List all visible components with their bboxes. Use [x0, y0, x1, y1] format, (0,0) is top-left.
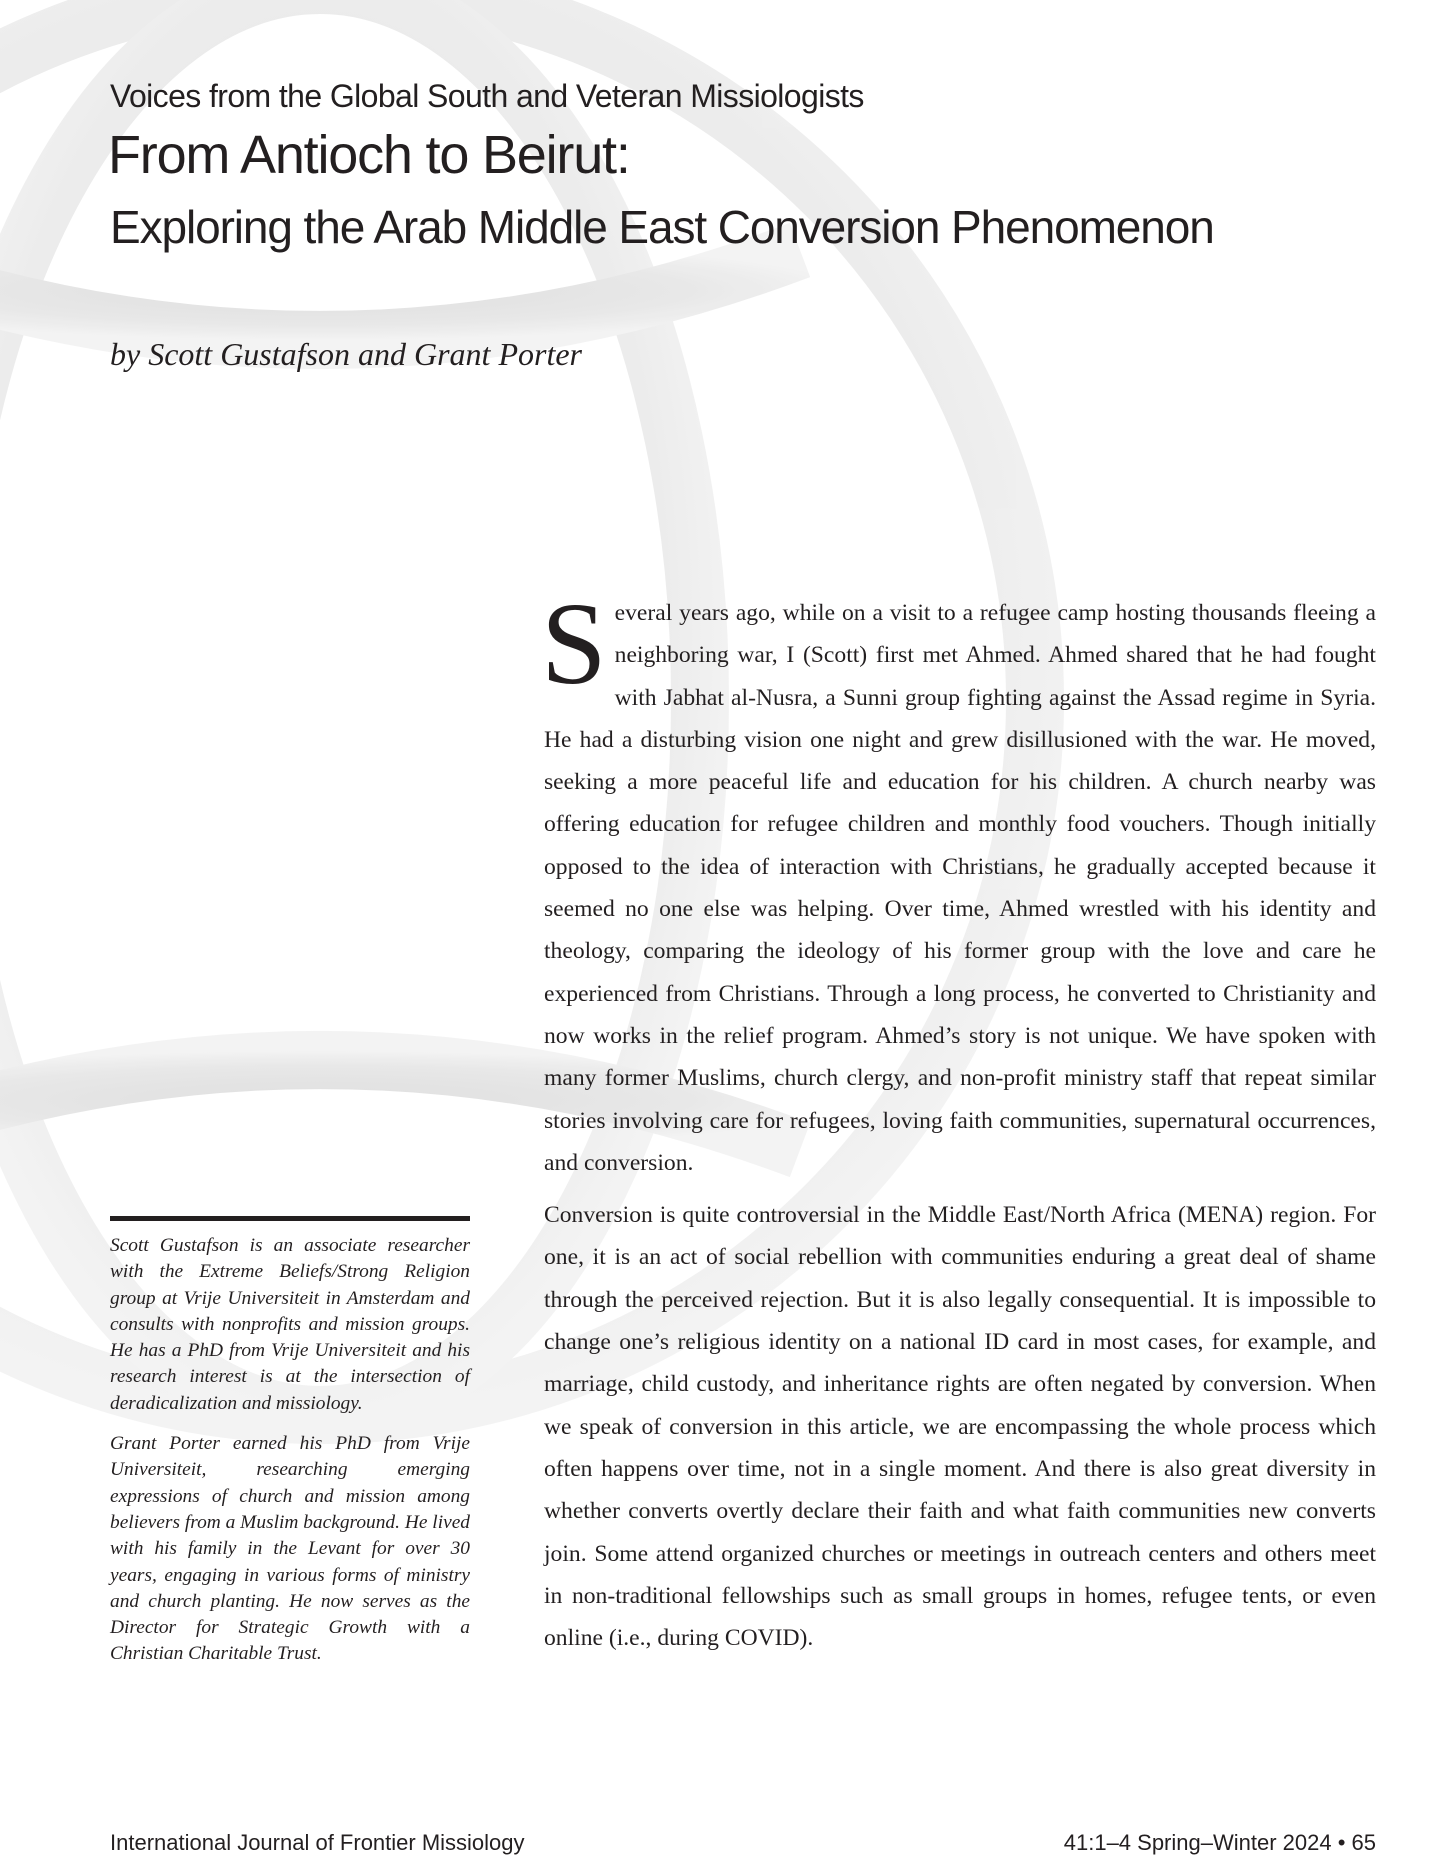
- byline: by Scott Gustafson and Grant Porter: [110, 336, 582, 372]
- bio-divider: [110, 1216, 470, 1221]
- article-body: [541, 578, 1376, 1659]
- author-bios: [110, 1233, 470, 1668]
- body-paragraph-1-text: everal years ago, while on a visit to a refugee camp hosting thousands fleeing a neighboring war, I (Scott) first met Ahmed. Ahmed shared that he had fought with Jabhat al-Nusra, a Sunni group fighting against the Assad regime in Syria. He had a disturbing vision one night and grew disillusioned with the war. He moved, seeking a more peaceful life and education for his children. A church nearby was offering education for refugee children and monthly food vouchers. Though initially opposed to the idea of interaction with Christians, he gradually accepted because it seemed no one else was helping. Over time, Ahmed wrestled with his identity and theology, comparing the ideology of his former group with the love and care he experienced from Christians. Through a long process, he converted to Christianity and now works in the relief program. Ahmed’s story is not unique. We have spoken with many former Muslims, church clergy, and non-profit ministry staff that repeat similar stories involving care for refugees, loving faith communities, supernatural occurrences, and conversion.: [544, 600, 1376, 1176]
- article-title: From Antioch to Beirut:: [108, 125, 630, 185]
- article-subtitle: Exploring the Arab Middle East Conversion Phenomenon: [110, 201, 1214, 253]
- footer-issue-page: 41:1–4 Spring–Winter 2024 • 65: [1063, 1830, 1376, 1855]
- series-kicker: Voices from the Global South and Veteran Missiologists: [110, 78, 864, 114]
- bio-gustafson: Scott Gustafson is an associate researcher with the Extreme Beliefs/Strong Religion group at Vrije Universiteit in Amsterdam and consults with nonprofits and mission groups. He has a PhD from Vrije Universiteit and his research interest is at the intersection of deradicalization and missiology.: [110, 1235, 470, 1414]
- drop-cap: S: [541, 578, 607, 709]
- footer-journal-name: International Journal of Frontier Missiology: [110, 1830, 525, 1855]
- body-paragraph-2: Conversion is quite controversial in the Middle East/North Africa (MENA) region. For one, it is an act of social rebellion with communities enduring a great deal of shame through the perceived rejection. But it is also legally consequential. It is impossible to change one’s religious identity on a national ID card in most cases, for example, and marriage, child custody, and inheritance rights are often negated by conversion. When we speak of conversion in this article, we are encompassing the whole process which often happens over time, not in a single moment. And there is also great diversity in whether converts overtly declare their faith and what faith communities new converts join. Some attend organized churches or meetings in outreach centers and others meet in non-traditional fellowships such as small groups in homes, refugee tents, or even online (i.e., during COVID).: [544, 1202, 1376, 1652]
- body-paragraph-1: [541, 578, 1376, 1184]
- bio-porter: Grant Porter earned his PhD from Vrije Universiteit, researching emerging expressions of church and mission among believers from a Muslim background. He lived with his family in the Levant for over 30 years, engaging in various forms of ministry and church planting. He now serves as the Director for Strategic Growth with a Christian Charitable Trust.: [110, 1433, 470, 1665]
